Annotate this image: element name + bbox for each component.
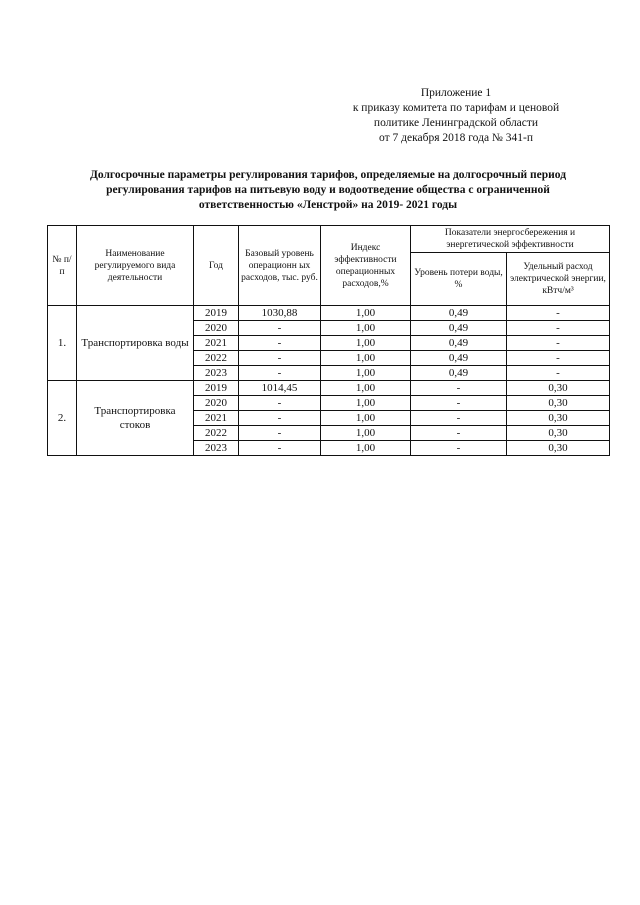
cell-base: 1030,88 <box>239 306 321 321</box>
cell-loss: 0,49 <box>411 366 507 381</box>
header-activity: Наименование регулируемого вида деятельности <box>77 226 194 306</box>
cell-year: 2022 <box>194 351 239 366</box>
header-number: № п/п <box>48 226 77 306</box>
cell-base: - <box>239 321 321 336</box>
cell-loss: 0,49 <box>411 351 507 366</box>
table-row <box>48 306 610 321</box>
cell-power: - <box>507 336 610 351</box>
cell-index: 1,00 <box>321 426 411 441</box>
cell-year: 2019 <box>194 306 239 321</box>
activity-name: Транспортировка стоков <box>77 381 194 456</box>
cell-power: - <box>507 321 610 336</box>
cell-loss: - <box>411 441 507 456</box>
cell-year: 2019 <box>194 381 239 396</box>
cell-loss: 0,49 <box>411 336 507 351</box>
cell-loss: - <box>411 396 507 411</box>
cell-loss: - <box>411 411 507 426</box>
cell-year: 2023 <box>194 366 239 381</box>
cell-index: 1,00 <box>321 351 411 366</box>
appendix-line: политике Ленинградской области <box>373 117 539 129</box>
cell-year: 2021 <box>194 411 239 426</box>
cell-power: 0,30 <box>507 426 610 441</box>
title-line: Долгосрочные параметры регулирования тарифов, определяемые на долгосрочный период <box>89 169 567 181</box>
cell-power: - <box>507 366 610 381</box>
appendix-line: от 7 декабря 2018 года № 341-п <box>379 132 533 144</box>
cell-power: 0,30 <box>507 381 610 396</box>
activity-name: Транспортировка воды <box>77 306 194 381</box>
header-efficiency-index: Индекс эффективности операционных расходов,% <box>321 226 411 306</box>
cell-base: - <box>239 441 321 456</box>
cell-base: - <box>239 411 321 426</box>
cell-power: 0,30 <box>507 411 610 426</box>
cell-power: 0,30 <box>507 441 610 456</box>
cell-index: 1,00 <box>321 411 411 426</box>
row-number: 1. <box>48 306 77 381</box>
cell-year: 2020 <box>194 321 239 336</box>
cell-base: - <box>239 426 321 441</box>
cell-power: - <box>507 306 610 321</box>
cell-index: 1,00 <box>321 336 411 351</box>
cell-year: 2022 <box>194 426 239 441</box>
cell-base: - <box>239 396 321 411</box>
header-year: Год <box>194 226 239 306</box>
cell-index: 1,00 <box>321 396 411 411</box>
title-line: регулирования тарифов на питьевую воду и водоотведение общества с ограниченной <box>106 184 550 196</box>
appendix-line: Приложение 1 <box>420 87 492 99</box>
tariff-parameters-table <box>47 225 610 456</box>
cell-loss: 0,49 <box>411 321 507 336</box>
cell-loss: - <box>411 381 507 396</box>
appendix-header <box>306 86 606 146</box>
cell-index: 1,00 <box>321 306 411 321</box>
cell-base: - <box>239 336 321 351</box>
header-power-consumption: Удельный расход электрической энергии, кВтч/м³ <box>507 253 610 306</box>
header-base-level: Базовый уровень операционн ых расходов, тыс. руб. <box>239 226 321 306</box>
title-line: ответственностью «Ленстрой» на 2019- 2021 годы <box>198 199 458 211</box>
cell-base: 1014,45 <box>239 381 321 396</box>
cell-year: 2020 <box>194 396 239 411</box>
document-title <box>58 168 598 213</box>
cell-index: 1,00 <box>321 366 411 381</box>
cell-power: - <box>507 351 610 366</box>
header-water-loss: Уровень потери воды, % <box>411 253 507 306</box>
table-row <box>48 381 610 396</box>
cell-base: - <box>239 366 321 381</box>
cell-base: - <box>239 351 321 366</box>
cell-loss: - <box>411 426 507 441</box>
cell-power: 0,30 <box>507 396 610 411</box>
row-number: 2. <box>48 381 77 456</box>
cell-year: 2023 <box>194 441 239 456</box>
header-energy-group: Показатели энергосбережения и энергетической эффективности <box>411 226 610 253</box>
cell-index: 1,00 <box>321 441 411 456</box>
cell-loss: 0,49 <box>411 306 507 321</box>
cell-index: 1,00 <box>321 321 411 336</box>
cell-index: 1,00 <box>321 381 411 396</box>
cell-year: 2021 <box>194 336 239 351</box>
appendix-line: к приказу комитета по тарифам и ценовой <box>352 102 560 114</box>
